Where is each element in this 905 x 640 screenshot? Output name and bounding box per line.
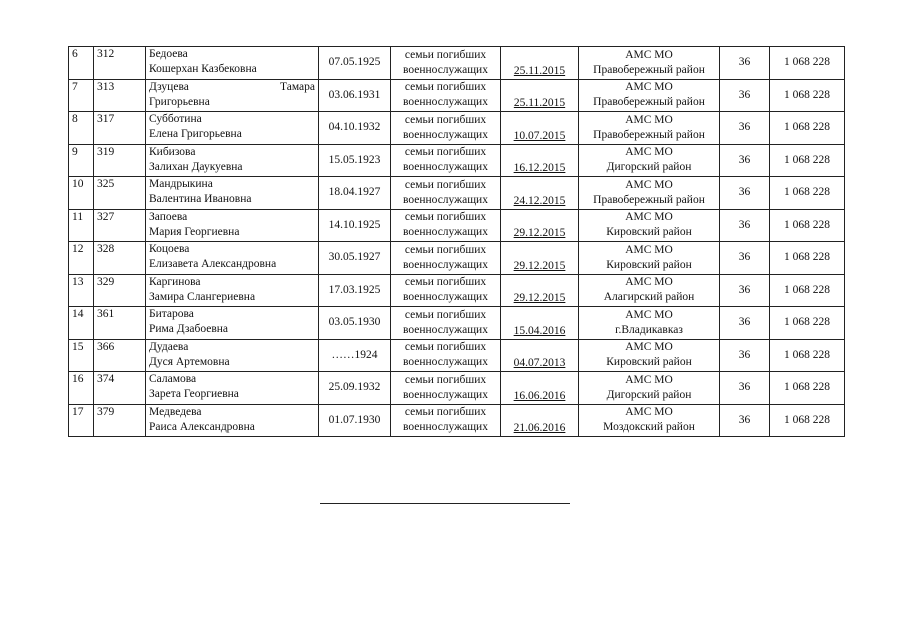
district-name: Правобережный район	[593, 128, 705, 141]
category-cell	[391, 404, 501, 437]
district-cell	[579, 242, 720, 275]
full-name: Елизавета Александровна	[149, 258, 277, 270]
category-line-2: военнослужащих	[403, 356, 488, 369]
row-number: 14	[69, 307, 94, 340]
district-cell	[579, 339, 720, 372]
birth-date: 04.10.1932	[319, 112, 391, 145]
category-line-1: семьи погибших	[404, 308, 487, 321]
surname: Дудаева	[149, 340, 189, 353]
row-number: 12	[69, 242, 94, 275]
district-name: Кировский район	[606, 226, 692, 239]
table-body	[69, 47, 845, 437]
category-line-2: военнослужащих	[403, 63, 488, 76]
district-name: Кировский район	[606, 356, 692, 369]
registration-date	[501, 242, 579, 275]
record-id: 327	[94, 209, 146, 242]
category-line-1: семьи погибших	[404, 48, 487, 61]
category-line-2: военнослужащих	[403, 291, 488, 304]
amount-value: 1 068 228	[770, 339, 845, 372]
person-name-cell	[146, 404, 319, 437]
record-id: 379	[94, 404, 146, 437]
surname: Саламова	[149, 373, 197, 385]
district-cell	[579, 372, 720, 405]
person-name-cell	[146, 339, 319, 372]
full-name: Мария Георгиевна	[149, 225, 240, 238]
district-cell	[579, 47, 720, 80]
surname: Каргинова	[149, 275, 201, 288]
row-number: 15	[69, 339, 94, 372]
patronymic: Григорьевна	[149, 95, 210, 108]
full-name: Рима Дзабоевна	[149, 323, 229, 335]
table-row	[69, 242, 845, 275]
category-line-2: военнослужащих	[403, 388, 488, 401]
registration-date	[501, 79, 579, 112]
record-id: 366	[94, 339, 146, 372]
record-id: 325	[94, 177, 146, 210]
surname: Битарова	[149, 308, 194, 320]
category-line-2: военнослужащих	[403, 161, 488, 174]
registration-date	[501, 339, 579, 372]
area-value: 36	[720, 372, 770, 405]
category-cell	[391, 47, 501, 80]
given-name: Тамара	[280, 80, 315, 93]
record-id: 317	[94, 112, 146, 145]
birth-date: 30.05.1927	[319, 242, 391, 275]
surname: Бедоева	[149, 48, 188, 60]
record-id: 361	[94, 307, 146, 340]
full-name: Кошерхан Казбековна	[149, 63, 257, 75]
registration-date	[501, 47, 579, 80]
record-id: 319	[94, 144, 146, 177]
category-line-1: семьи погибших	[404, 243, 487, 256]
amount-value: 1 068 228	[770, 209, 845, 242]
category-cell	[391, 372, 501, 405]
registration-date-text: 10.07.2015	[513, 129, 566, 142]
category-line-1: семьи погибших	[404, 113, 487, 126]
full-name: Дуся Артемовна	[149, 355, 230, 368]
registration-date	[501, 307, 579, 340]
amount-value: 1 068 228	[770, 79, 845, 112]
area-value: 36	[720, 339, 770, 372]
record-id: 328	[94, 242, 146, 275]
table-row	[69, 372, 845, 405]
registration-date	[501, 112, 579, 145]
birth-date: 14.10.1925	[319, 209, 391, 242]
category-line-1: семьи погибших	[404, 211, 487, 224]
table-row	[69, 307, 845, 340]
birth-date: 01.07.1930	[319, 404, 391, 437]
category-line-1: семьи погибших	[404, 276, 487, 289]
surname: Кибизова	[149, 145, 196, 158]
category-line-2: военнослужащих	[403, 128, 488, 141]
area-value: 36	[720, 112, 770, 145]
record-id: 312	[94, 47, 146, 80]
district-cell	[579, 144, 720, 177]
area-value: 36	[720, 404, 770, 437]
registration-date-text: 15.04.2016	[513, 324, 566, 337]
person-name-cell	[146, 112, 319, 145]
amount-value: 1 068 228	[770, 404, 845, 437]
surname: Медведева	[149, 405, 202, 418]
category-line-1: семьи погибших	[404, 146, 487, 159]
person-name-cell	[146, 47, 319, 80]
birth-date: ……1924	[319, 339, 391, 372]
category-line-2: военнослужащих	[403, 258, 488, 271]
district-admin: АМС МО	[625, 276, 673, 289]
full-name: Залихан Даукуевна	[149, 160, 243, 173]
category-cell	[391, 144, 501, 177]
table-row	[69, 209, 845, 242]
row-number: 17	[69, 404, 94, 437]
table-row	[69, 79, 845, 112]
birth-date: 25.09.1932	[319, 372, 391, 405]
district-admin: АМС МО	[625, 113, 673, 126]
table-row	[69, 177, 845, 210]
registration-date-text: 25.11.2015	[513, 97, 566, 109]
amount-value: 1 068 228	[770, 177, 845, 210]
surname: Мандрыкина	[149, 178, 213, 190]
district-cell	[579, 307, 720, 340]
person-name-cell	[146, 307, 319, 340]
district-admin: АМС МО	[625, 373, 673, 386]
row-number: 7	[69, 79, 94, 112]
registration-date	[501, 274, 579, 307]
amount-value: 1 068 228	[770, 47, 845, 80]
registration-date	[501, 209, 579, 242]
person-name-cell	[146, 242, 319, 275]
category-line-2: военнослужащих	[403, 421, 488, 434]
table-row	[69, 47, 845, 80]
record-id: 313	[94, 79, 146, 112]
district-admin: АМС МО	[625, 81, 673, 94]
category-cell	[391, 274, 501, 307]
row-number: 10	[69, 177, 94, 210]
category-cell	[391, 177, 501, 210]
area-value: 36	[720, 177, 770, 210]
surname: Дзуцева	[149, 80, 189, 93]
district-name: Моздокский район	[603, 421, 695, 434]
record-id: 374	[94, 372, 146, 405]
person-name-cell	[146, 144, 319, 177]
birth-date: 07.05.1925	[319, 47, 391, 80]
district-name: Алагирский район	[603, 291, 695, 304]
category-cell	[391, 242, 501, 275]
district-name: Кировский район	[606, 258, 692, 271]
district-admin: АМС МО	[625, 243, 673, 256]
district-name: Правобережный район	[593, 96, 705, 109]
registration-date	[501, 372, 579, 405]
category-line-2: военнослужащих	[403, 226, 488, 239]
registration-date-text: 16.12.2015	[513, 162, 566, 174]
registration-date-text: 04.07.2013	[513, 357, 566, 369]
birth-date: 03.05.1930	[319, 307, 391, 340]
person-name-cell	[146, 79, 319, 112]
full-name: Елена Григорьевна	[149, 128, 242, 140]
category-cell	[391, 307, 501, 340]
district-admin: АМС МО	[625, 146, 673, 159]
area-value: 36	[720, 47, 770, 80]
surname: Запоева	[149, 210, 188, 223]
surname: Коцоева	[149, 243, 190, 255]
district-cell	[579, 404, 720, 437]
table-row	[69, 144, 845, 177]
registration-date	[501, 144, 579, 177]
category-cell	[391, 339, 501, 372]
birth-date: 15.05.1923	[319, 144, 391, 177]
district-name: Дигорский район	[606, 388, 692, 401]
area-value: 36	[720, 144, 770, 177]
district-admin: АМС МО	[625, 178, 673, 191]
person-name-cell	[146, 209, 319, 242]
area-value: 36	[720, 274, 770, 307]
registration-date	[501, 404, 579, 437]
table-row	[69, 404, 845, 437]
district-name: Правобережный район	[593, 63, 705, 76]
full-name: Зарета Георгиевна	[149, 388, 239, 400]
surname: Субботина	[149, 113, 202, 125]
row-number: 9	[69, 144, 94, 177]
category-line-1: семьи погибших	[404, 341, 487, 354]
amount-value: 1 068 228	[770, 112, 845, 145]
district-admin: АМС МО	[625, 211, 673, 224]
table-row	[69, 274, 845, 307]
registration-date-text: 24.12.2015	[513, 194, 566, 207]
amount-value: 1 068 228	[770, 372, 845, 405]
category-cell	[391, 79, 501, 112]
person-name-cell	[146, 177, 319, 210]
category-line-2: военнослужащих	[403, 96, 488, 109]
person-name-cell	[146, 372, 319, 405]
birth-date: 03.06.1931	[319, 79, 391, 112]
district-cell	[579, 79, 720, 112]
full-name: Валентина Ивановна	[149, 193, 252, 205]
category-cell	[391, 112, 501, 145]
district-admin: АМС МО	[625, 308, 673, 321]
district-cell	[579, 209, 720, 242]
registration-date-text: 29.12.2015	[513, 292, 566, 304]
district-cell	[579, 274, 720, 307]
district-admin: АМС МО	[625, 406, 673, 419]
full-name: Раиса Александровна	[149, 420, 255, 433]
footer-divider	[320, 503, 570, 504]
full-name: Замира Слангериевна	[149, 290, 256, 303]
district-name: Правобережный район	[593, 193, 705, 206]
amount-value: 1 068 228	[770, 144, 845, 177]
category-line-1: семьи погибших	[404, 81, 487, 94]
row-number: 8	[69, 112, 94, 145]
area-value: 36	[720, 79, 770, 112]
category-line-2: военнослужащих	[403, 193, 488, 206]
area-value: 36	[720, 307, 770, 340]
person-name-cell	[146, 274, 319, 307]
area-value: 36	[720, 242, 770, 275]
registration-date-text: 25.11.2015	[513, 64, 566, 77]
amount-value: 1 068 228	[770, 307, 845, 340]
table-row	[69, 339, 845, 372]
birth-date: 17.03.1925	[319, 274, 391, 307]
birth-date: 18.04.1927	[319, 177, 391, 210]
registration-date-text: 29.12.2015	[513, 227, 566, 239]
row-number: 13	[69, 274, 94, 307]
category-line-2: военнослужащих	[403, 323, 488, 336]
registry-table	[68, 46, 845, 437]
amount-value: 1 068 228	[770, 274, 845, 307]
category-cell	[391, 209, 501, 242]
district-name: г.Владикавказ	[615, 323, 683, 336]
row-number: 11	[69, 209, 94, 242]
district-cell	[579, 177, 720, 210]
registration-date-text: 29.12.2015	[513, 259, 566, 272]
district-cell	[579, 112, 720, 145]
district-name: Дигорский район	[606, 161, 692, 174]
row-number: 16	[69, 372, 94, 405]
registration-date-text: 21.06.2016	[513, 422, 566, 434]
record-id: 329	[94, 274, 146, 307]
registration-date-text: 16.06.2016	[513, 389, 566, 402]
amount-value: 1 068 228	[770, 242, 845, 275]
registration-date	[501, 177, 579, 210]
category-line-1: семьи погибших	[404, 373, 487, 386]
table-row	[69, 112, 845, 145]
category-line-1: семьи погибших	[404, 178, 487, 191]
row-number: 6	[69, 47, 94, 80]
district-admin: АМС МО	[625, 341, 673, 354]
category-line-1: семьи погибших	[404, 406, 487, 419]
district-admin: АМС МО	[625, 48, 673, 61]
area-value: 36	[720, 209, 770, 242]
